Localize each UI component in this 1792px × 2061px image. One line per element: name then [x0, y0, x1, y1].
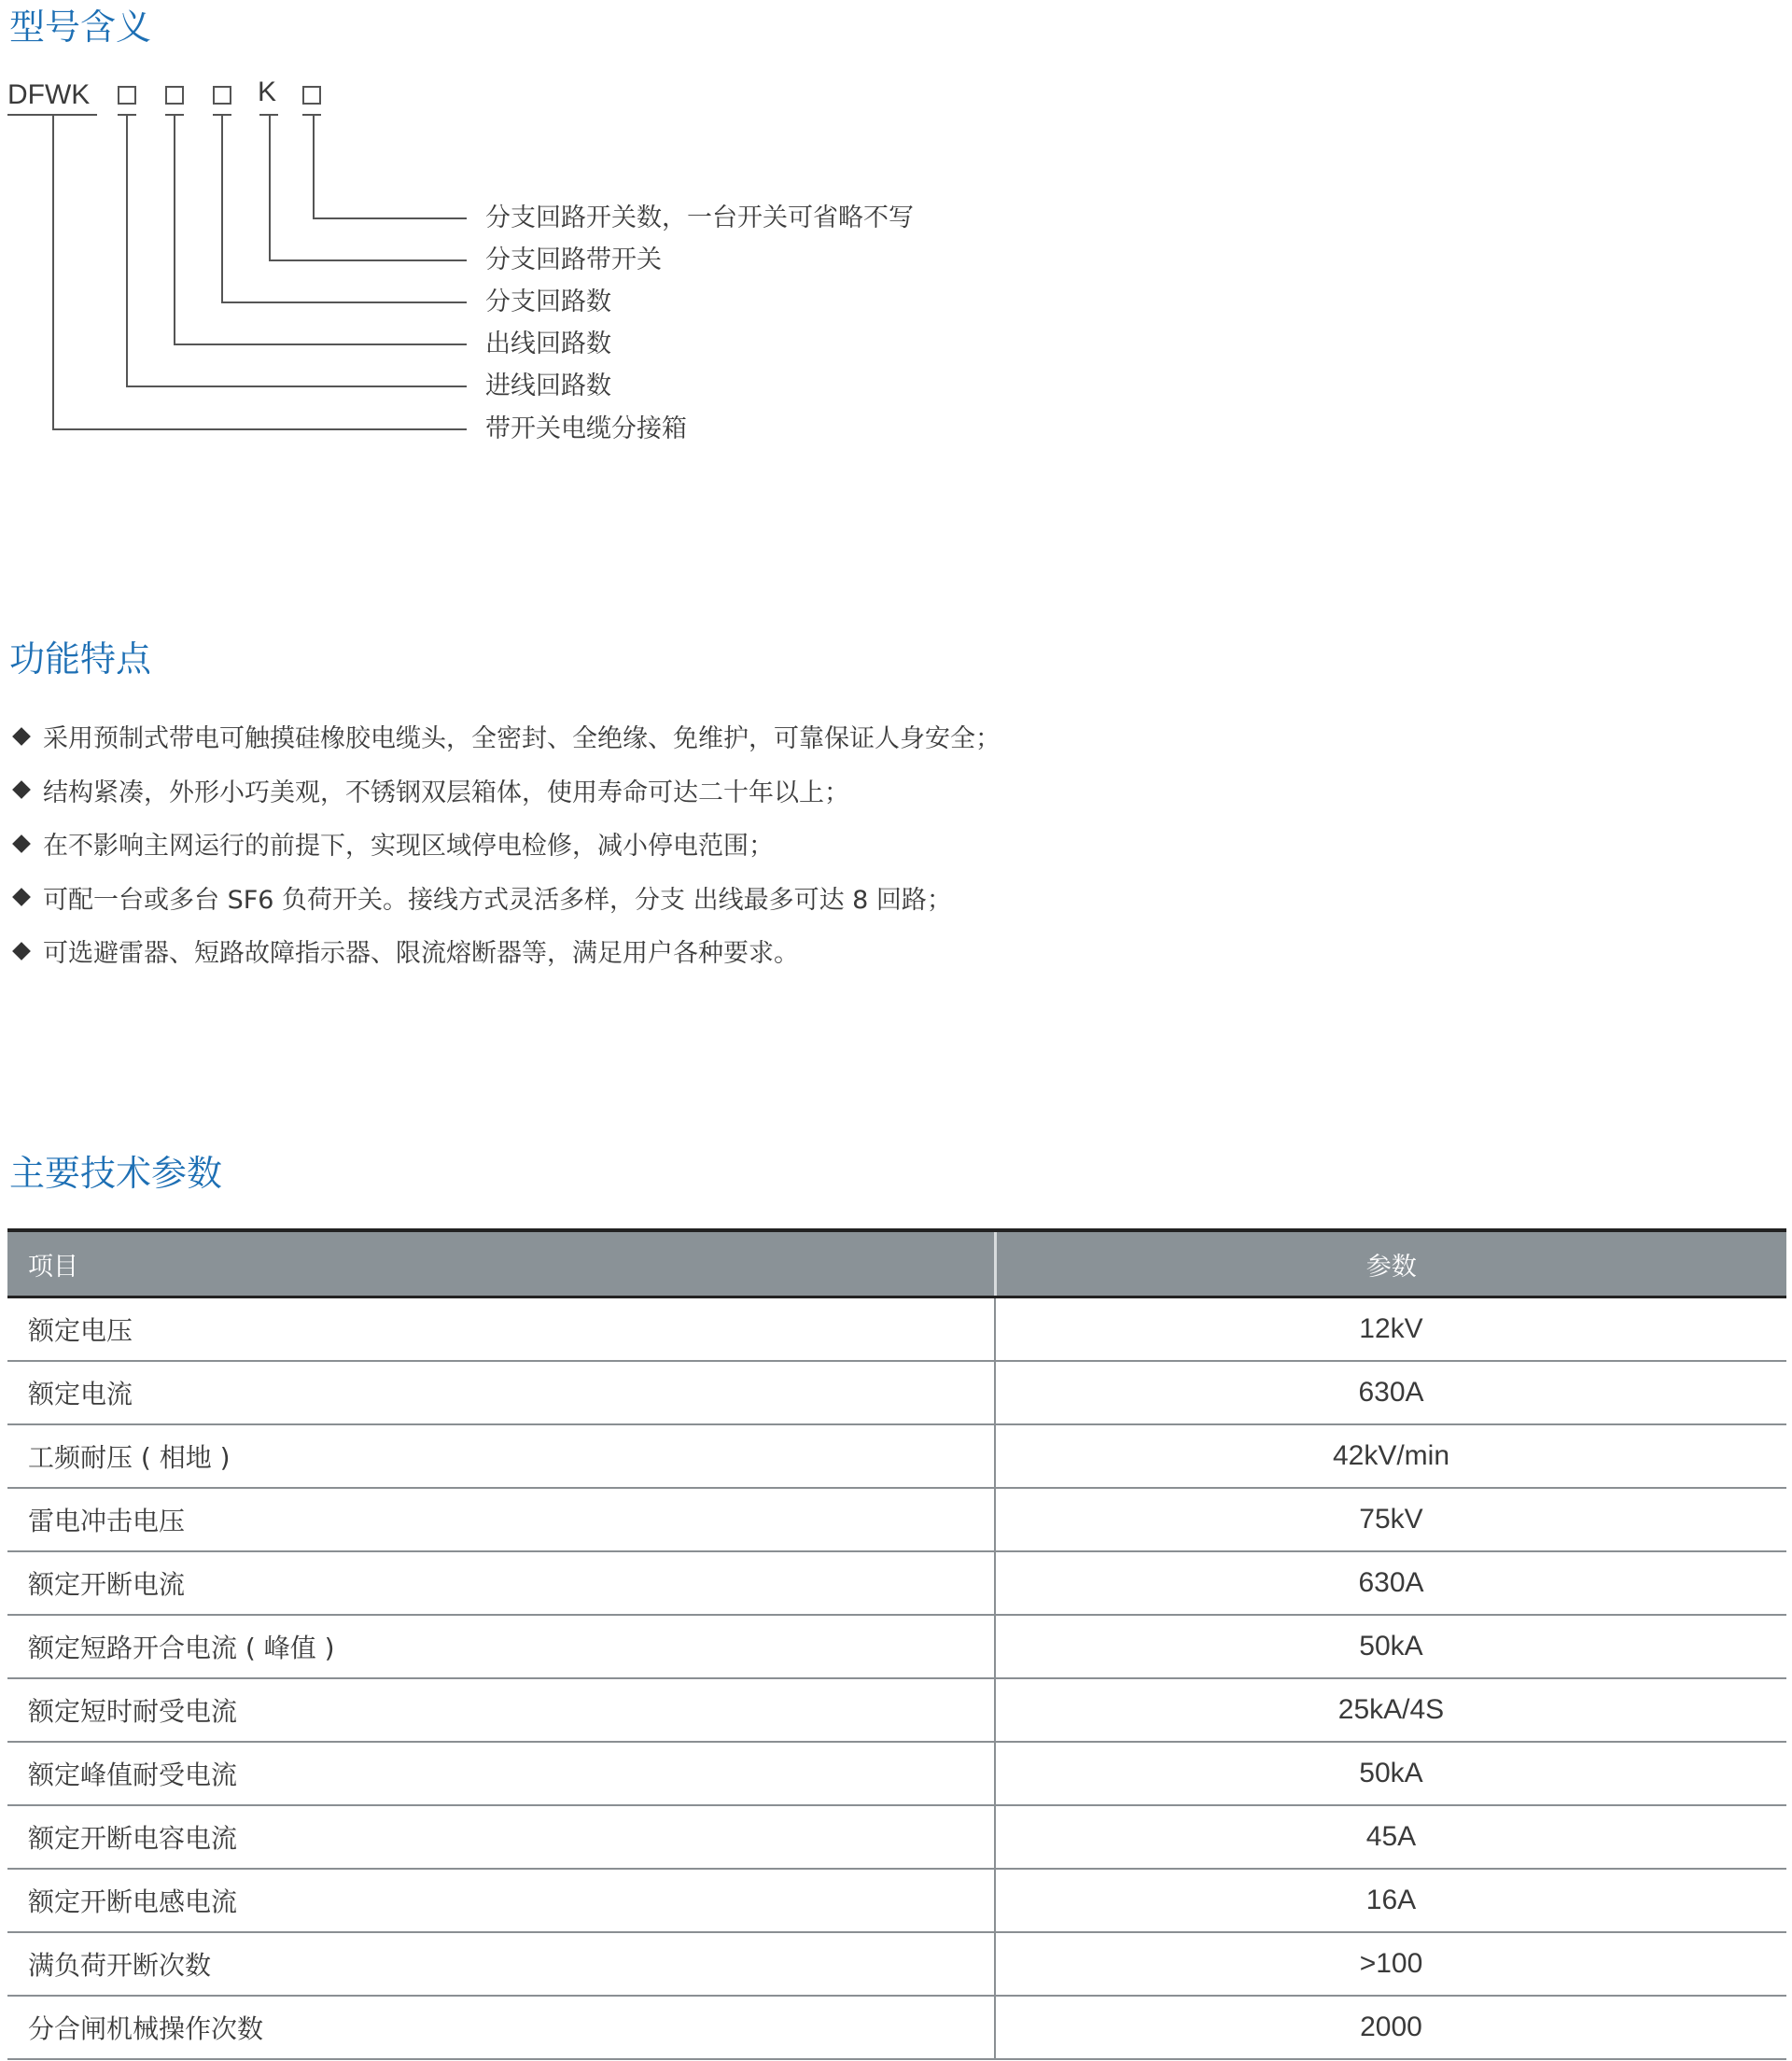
leader-line: [313, 116, 315, 218]
param-name: 额定电流: [7, 1361, 995, 1424]
diamond-bullet-icon: [12, 834, 31, 853]
placeholder-box-outgoing: [165, 86, 184, 105]
param-value: 42kV/min: [995, 1424, 1786, 1488]
feature-text: 结构紧凑，外形小巧美观，不锈钢双层箱体，使用寿命可达二十年以上；: [43, 778, 849, 807]
param-value: 50kA: [995, 1742, 1786, 1805]
model-code-prefix: DFWK: [7, 79, 91, 110]
param-name: 额定电压: [7, 1297, 995, 1362]
param-value: 16A: [995, 1869, 1786, 1932]
table-row: [7, 1805, 1786, 1869]
placeholder-box-branch: [213, 86, 231, 105]
param-value: 75kV: [995, 1488, 1786, 1551]
feature-list: [11, 709, 1001, 978]
diamond-bullet-icon: [12, 888, 31, 906]
param-value: 2000: [995, 1996, 1786, 2059]
param-name: 工频耐压 ( 相地 ): [7, 1424, 995, 1488]
legend-branch-count: 分支回路数: [485, 287, 611, 316]
feature-text: 采用预制式带电可触摸硅橡胶电缆头，全密封、全绝缘、免维护，可靠保证人身安全；: [43, 724, 1001, 754]
leader-line: [126, 386, 467, 387]
feature-text: 可配一台或多台 SF6 负荷开关。接线方式灵活多样，分支 出线最多可达 8 回路；: [43, 885, 952, 915]
param-value: 12kV: [995, 1297, 1786, 1362]
param-value: 25kA/4S: [995, 1678, 1786, 1742]
table-row: [7, 1742, 1786, 1805]
list-item: [11, 709, 1001, 764]
list-item: [11, 817, 1001, 871]
legend-product-type: 带开关电缆分接箱: [485, 414, 687, 443]
param-name: 额定短时耐受电流: [7, 1678, 995, 1742]
leader-line: [126, 116, 128, 386]
table-row: [7, 1996, 1786, 2059]
header-value: 参数: [995, 1230, 1786, 1297]
table-row: [7, 1424, 1786, 1488]
list-item: [11, 764, 1001, 818]
param-value: 630A: [995, 1361, 1786, 1424]
param-name: 额定峰值耐受电流: [7, 1742, 995, 1805]
table-row: [7, 1361, 1786, 1424]
leader-line: [221, 116, 223, 302]
spec-table: [7, 1228, 1786, 2060]
table-row: [7, 1932, 1786, 1996]
diamond-bullet-icon: [12, 942, 31, 960]
model-code: [7, 77, 90, 114]
box-underline: [302, 114, 321, 116]
model-section-title: 型号含义: [9, 7, 152, 48]
placeholder-box-incoming: [118, 86, 136, 105]
list-item: [11, 871, 1001, 925]
leader-line: [221, 301, 467, 303]
legend-outgoing-count: 出线回路数: [485, 329, 611, 358]
param-name: 额定开断电流: [7, 1551, 995, 1615]
leader-line: [269, 259, 467, 261]
param-name: 额定开断电容电流: [7, 1805, 995, 1869]
placeholder-box-switch-count: [302, 86, 321, 105]
legend-incoming-count: 进线回路数: [485, 372, 611, 400]
table-row: [7, 1488, 1786, 1551]
params-section-title: 主要技术参数: [9, 1153, 223, 1194]
leader-line: [269, 116, 271, 260]
leader-line: [174, 344, 467, 345]
feature-text: 在不影响主网运行的前提下，实现区域停电检修，减小停电范围；: [43, 832, 774, 862]
table-row: [7, 1297, 1786, 1362]
param-name: 额定短路开合电流 ( 峰值 ): [7, 1615, 995, 1678]
legend-branch-switch: 分支回路带开关: [485, 245, 662, 274]
table-row: [7, 1869, 1786, 1932]
features-section-title: 功能特点: [9, 638, 152, 680]
header-item: 项目: [7, 1230, 995, 1297]
model-code-letter: K: [258, 77, 277, 107]
param-name: 满负荷开断次数: [7, 1932, 995, 1996]
param-name: 雷电冲击电压: [7, 1488, 995, 1551]
table-header-row: [7, 1230, 1786, 1297]
list-item: [11, 924, 1001, 978]
param-value: 50kA: [995, 1615, 1786, 1678]
param-name: 额定开断电感电流: [7, 1869, 995, 1932]
leader-line: [313, 217, 467, 219]
param-value: 45A: [995, 1805, 1786, 1869]
param-value: 630A: [995, 1551, 1786, 1615]
diamond-bullet-icon: [12, 780, 31, 799]
table-row: [7, 1551, 1786, 1615]
leader-line: [52, 428, 467, 430]
table-row: [7, 1678, 1786, 1742]
param-name: 分合闸机械操作次数: [7, 1996, 995, 2059]
feature-text: 可选避雷器、短路故障指示器、限流熔断器等，满足用户各种要求。: [43, 939, 799, 969]
leader-line: [174, 116, 175, 344]
diamond-bullet-icon: [12, 727, 31, 746]
table-row: [7, 1615, 1786, 1678]
legend-switch-count: 分支回路开关数，一台开关可省略不写: [485, 203, 914, 232]
leader-line: [52, 116, 54, 429]
param-value: >100: [995, 1932, 1786, 1996]
